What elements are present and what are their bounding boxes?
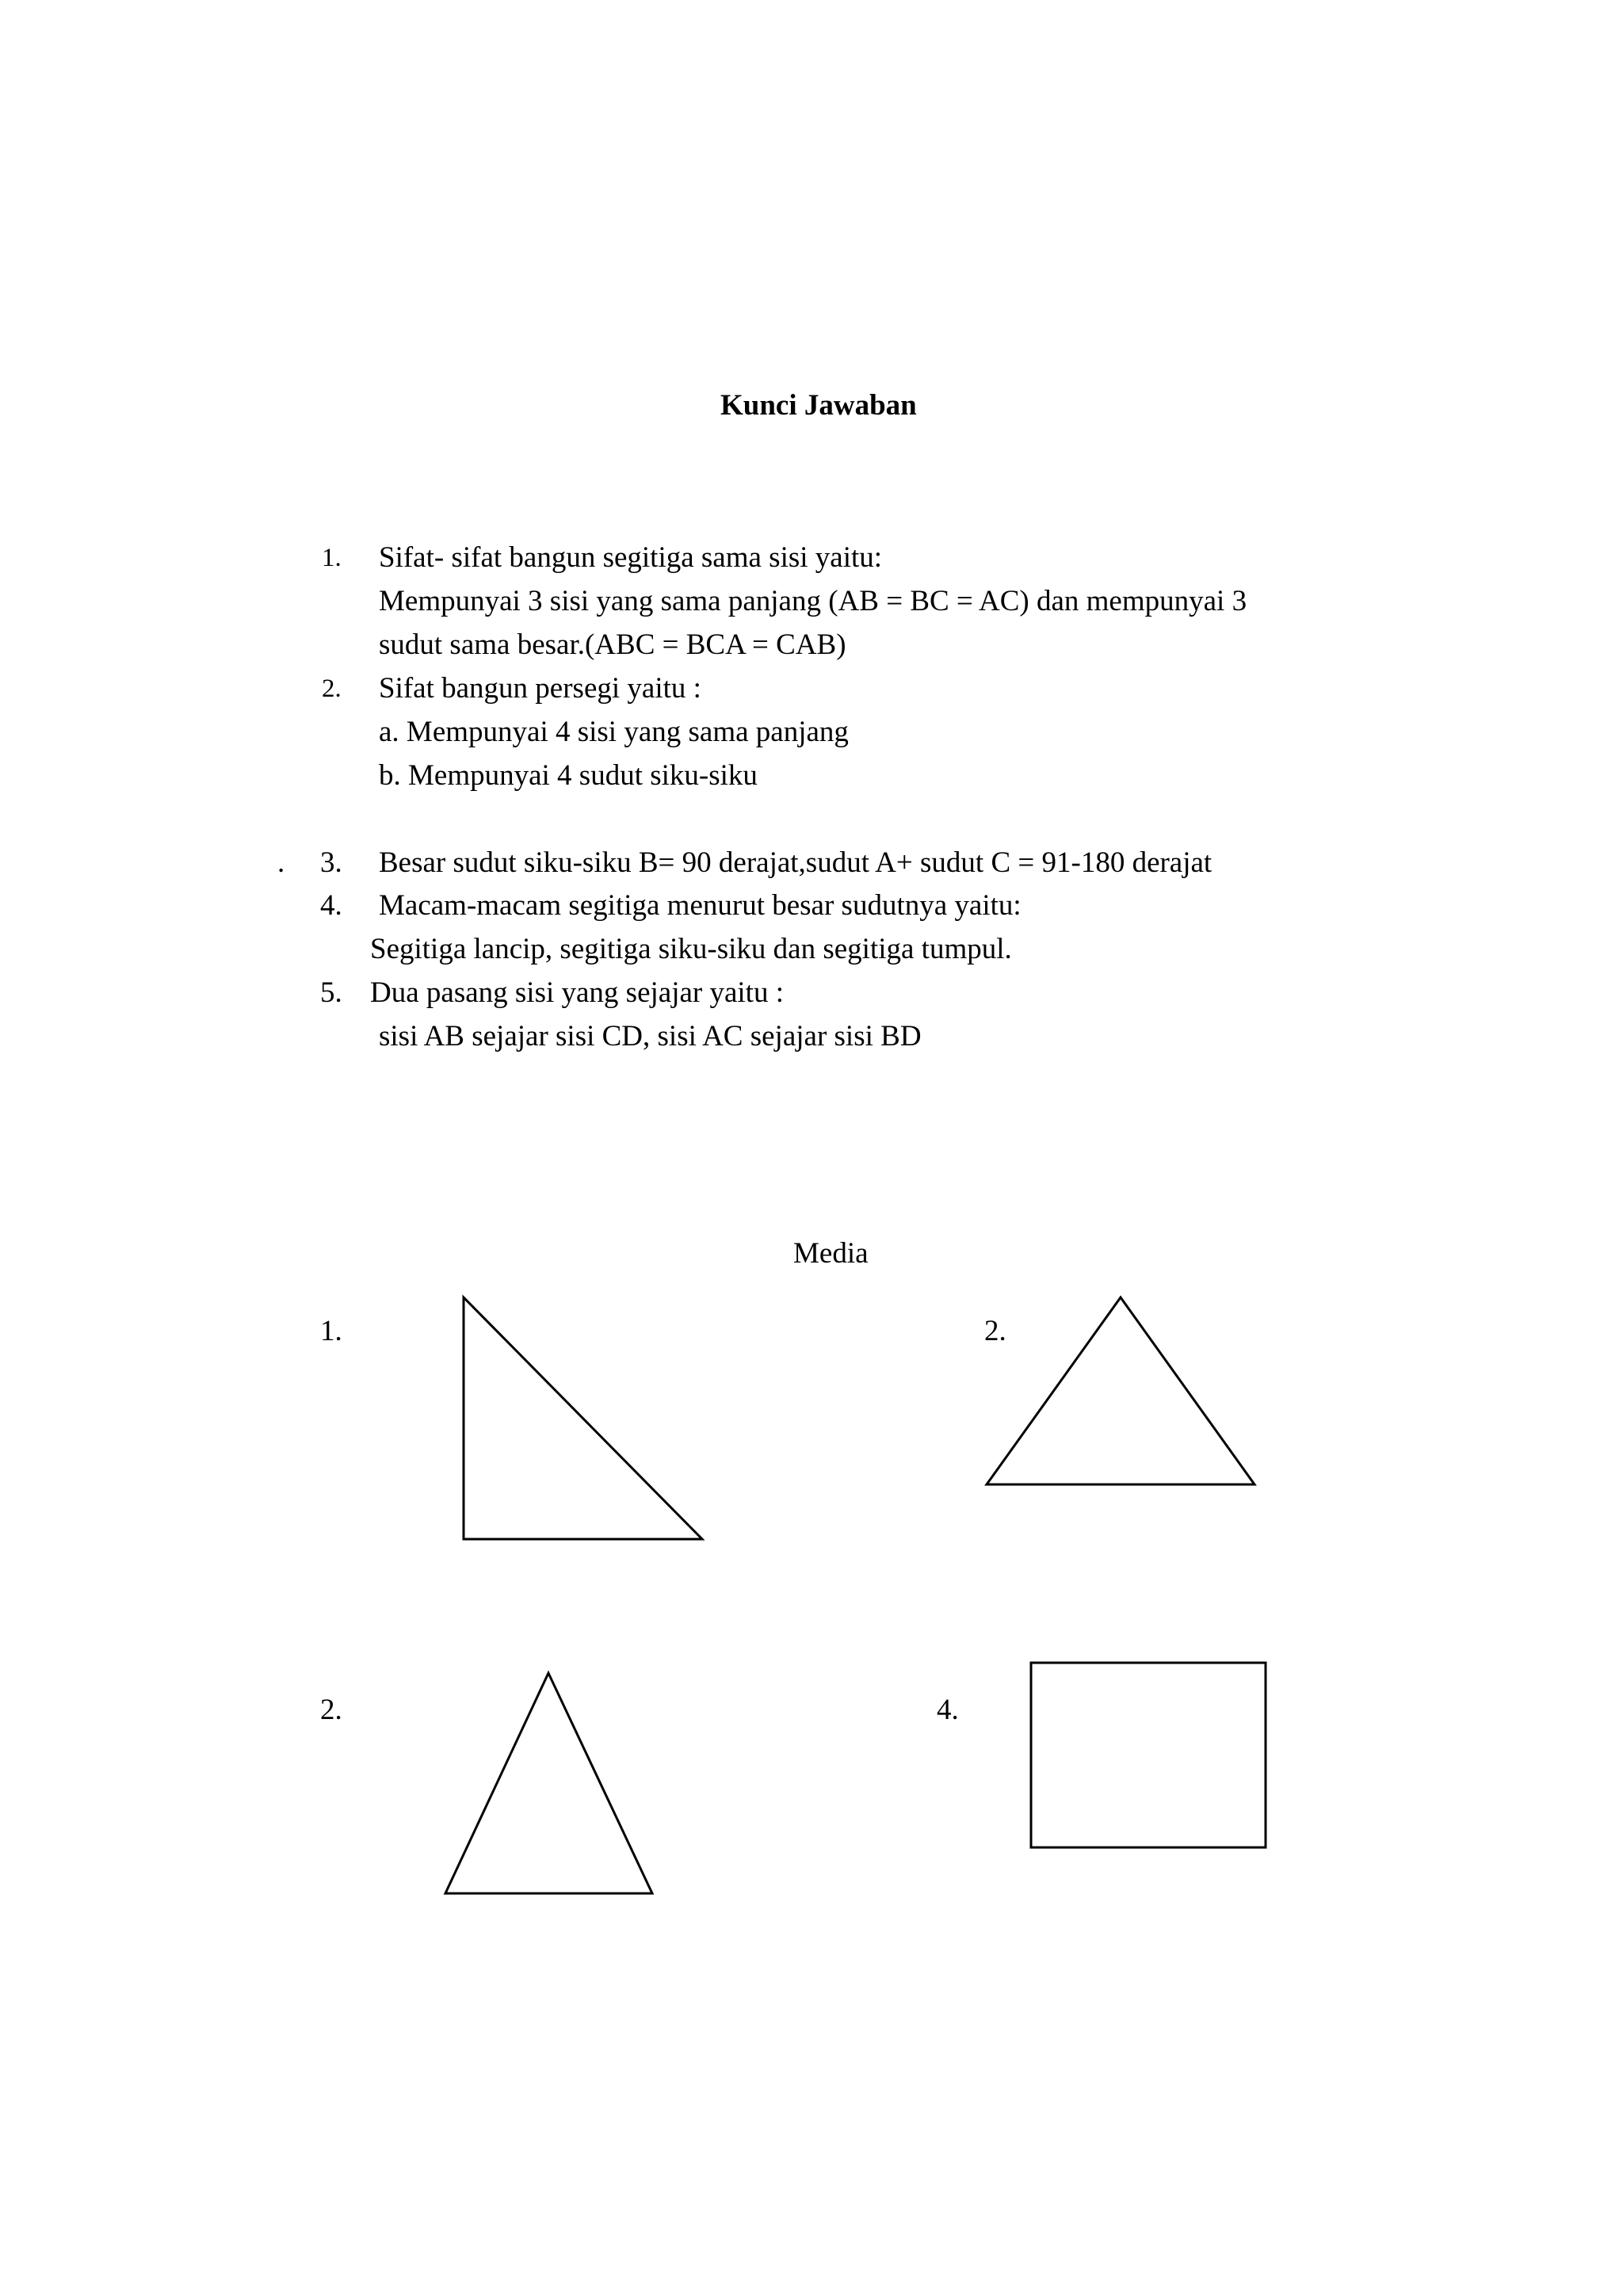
answer-5-line-2: sisi AB sejajar sisi CD, sisi AC sejajar sisi BD: [379, 1020, 922, 1052]
answer-1-line-2: Mempunyai 3 sisi yang sama panjang (AB = BC = AC) dan mempunyai 3: [379, 585, 1247, 617]
answer-1-number: 1.: [322, 544, 342, 572]
stray-dot: .: [277, 846, 285, 879]
answer-2-item-a: a. Mempunyai 4 sisi yang sama panjang: [379, 716, 849, 748]
rectangle-figure: [1031, 1663, 1266, 1847]
right-triangle-figure: [464, 1297, 702, 1539]
page-title: Kunci Jawaban: [720, 389, 917, 422]
figure-3-label: 2.: [320, 1694, 342, 1726]
answer-2-line-1: Sifat bangun persegi yaitu :: [379, 672, 701, 705]
answer-3-number: 3.: [320, 846, 342, 879]
figure-2-label: 2.: [984, 1315, 1006, 1347]
answer-4-line-1: Macam-macam segitiga menurut besar sudutnya yaitu:: [379, 889, 1022, 922]
media-heading: Media: [793, 1237, 869, 1270]
answer-1-line-1: Sifat- sifat bangun segitiga sama sisi yaitu:: [379, 541, 883, 574]
answer-2-item-b: b. Mempunyai 4 sudut siku-siku: [379, 759, 758, 792]
answer-3-line-1: Besar sudut siku-siku B= 90 derajat,sudut A+ sudut C = 91-180 derajat: [379, 846, 1212, 879]
answer-5-number: 5.: [320, 976, 342, 1009]
wide-triangle-figure: [987, 1297, 1254, 1484]
answer-4-number: 4.: [320, 889, 342, 922]
acute-triangle-figure: [445, 1673, 652, 1893]
answer-5-line-1: Dua pasang sisi yang sejajar yaitu :: [370, 976, 784, 1009]
answer-2-number: 2.: [322, 674, 342, 703]
figure-4-label: 4.: [937, 1694, 959, 1726]
figure-1-label: 1.: [320, 1315, 342, 1347]
answer-1-line-3: sudut sama besar.(ABC = BCA = CAB): [379, 628, 846, 661]
answer-4-line-2: Segitiga lancip, segitiga siku-siku dan segitiga tumpul.: [370, 933, 1012, 965]
